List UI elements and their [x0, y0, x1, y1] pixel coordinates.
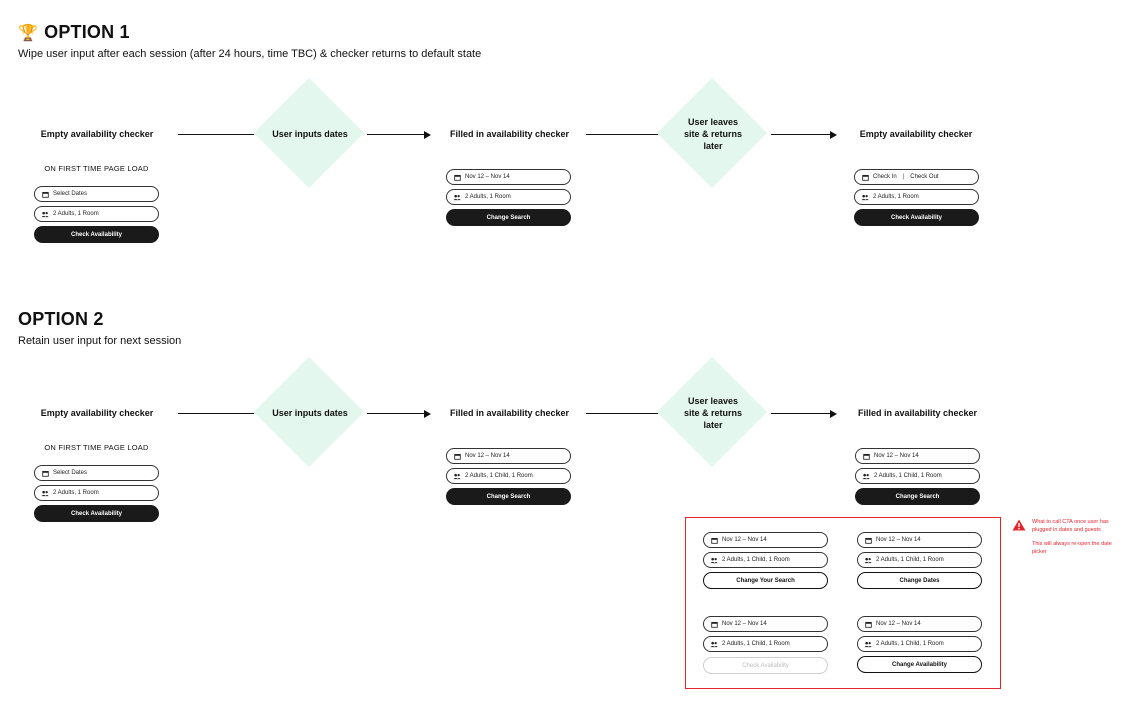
- guests-icon: [41, 210, 49, 218]
- option2-arrow-1: [367, 413, 429, 414]
- variant3-dates-field[interactable]: [703, 616, 828, 632]
- option1-node-start: Empty availability checker: [40, 129, 154, 139]
- variant3-check-availability-button-disabled[interactable]: Check Availability: [703, 657, 828, 674]
- calendar-icon: [710, 620, 718, 628]
- decision-label: User leaves site & returns later: [683, 396, 743, 430]
- option1-middle-change-search-button[interactable]: Change Search: [446, 209, 571, 226]
- option2-middle-guests-field[interactable]: [446, 468, 571, 484]
- option2-caption: ON FIRST TIME PAGE LOAD: [44, 443, 149, 452]
- calendar-icon: [41, 190, 49, 198]
- option1-title: OPTION 1: [44, 22, 130, 42]
- option2-arrow-2: [771, 413, 835, 414]
- option2-end-guests-field[interactable]: [855, 468, 980, 484]
- option2-start-guests-field[interactable]: [34, 485, 159, 501]
- dates-value: Nov 12 – Nov 14: [722, 537, 767, 543]
- variant4-guests-field[interactable]: [857, 636, 982, 652]
- variant1-change-your-search-button[interactable]: Change Your Search: [703, 572, 828, 589]
- dates-value: Nov 12 – Nov 14: [465, 453, 510, 459]
- option2-end-dates-field[interactable]: [855, 448, 980, 464]
- option2-node-start: Empty availability checker: [40, 408, 154, 418]
- decision-label: User leaves site & returns later: [683, 117, 743, 151]
- dates-value: Nov 12 – Nov 14: [876, 537, 921, 543]
- guests-value: 2 Adults, 1 Child, 1 Room: [722, 557, 790, 563]
- option1-arrow-2: [771, 134, 835, 135]
- guests-value: 2 Adults, 1 Room: [53, 490, 99, 496]
- calendar-icon: [861, 173, 869, 181]
- option1-subtitle: Wipe user input after each session (after 24 hours, time TBC) & checker returns to default state: [18, 48, 482, 60]
- check-out-value: Check Out: [910, 174, 939, 180]
- variant4-dates-field[interactable]: [857, 616, 982, 632]
- variant1-guests-field[interactable]: [703, 552, 828, 568]
- decision-label: User inputs dates: [272, 408, 348, 418]
- calendar-icon: [453, 452, 461, 460]
- guests-value: 2 Adults, 1 Child, 1 Room: [876, 557, 944, 563]
- variant4-change-availability-button[interactable]: Change Availability: [857, 656, 982, 673]
- calendar-icon: [41, 469, 49, 477]
- dates-value: Nov 12 – Nov 14: [722, 621, 767, 627]
- option1-heading: [18, 22, 130, 43]
- option2-decision-2: [658, 358, 768, 468]
- option1-start-guests-field[interactable]: [34, 206, 159, 222]
- decision-label: User inputs dates: [272, 129, 348, 139]
- calendar-icon: [864, 536, 872, 544]
- option1-end-check-availability-button[interactable]: Check Availability: [854, 209, 979, 226]
- option1-middle-guests-field[interactable]: [446, 189, 571, 205]
- dates-value: Nov 12 – Nov 14: [876, 621, 921, 627]
- guests-icon: [710, 640, 718, 648]
- option1-start-check-availability-button[interactable]: Check Availability: [34, 226, 159, 243]
- variant1-dates-field[interactable]: [703, 532, 828, 548]
- variant2-dates-field[interactable]: [857, 532, 982, 548]
- calendar-icon: [453, 173, 461, 181]
- option1-decision-1: [255, 79, 365, 189]
- option2-decision-1: [255, 358, 365, 468]
- option2-start-dates-field[interactable]: [34, 465, 159, 481]
- variant2-change-dates-button[interactable]: Change Dates: [857, 572, 982, 589]
- guests-value: 2 Adults, 1 Child, 1 Room: [874, 473, 942, 479]
- option1-node-middle: Filled in availability checker: [449, 129, 570, 139]
- guests-icon: [41, 489, 49, 497]
- option2-title: OPTION 2: [18, 309, 104, 329]
- option1-end-guests-field[interactable]: [854, 189, 979, 205]
- option2-middle-change-search-button[interactable]: Change Search: [446, 488, 571, 505]
- option2-connector-2: [586, 413, 658, 414]
- calendar-icon: [710, 536, 718, 544]
- guests-icon: [453, 193, 461, 201]
- option2-node-middle: Filled in availability checker: [449, 408, 570, 418]
- option1-start-dates-field[interactable]: [34, 186, 159, 202]
- dates-value: Select Dates: [53, 470, 88, 476]
- option2-start-check-availability-button[interactable]: Check Availability: [34, 505, 159, 522]
- divider: |: [902, 174, 905, 180]
- cta-naming-note: What to call CTA once user has plugged in dates and guests: [1032, 519, 1109, 533]
- variant2-guests-field[interactable]: [857, 552, 982, 568]
- option2-node-end: Filled in availability checker: [857, 408, 978, 418]
- guests-icon: [864, 556, 872, 564]
- guests-icon: [861, 193, 869, 201]
- option1-connector-2: [586, 134, 658, 135]
- guests-icon: [864, 640, 872, 648]
- guests-value: 2 Adults, 1 Child, 1 Room: [876, 641, 944, 647]
- warning-icon: [1012, 518, 1026, 536]
- guests-value: 2 Adults, 1 Child, 1 Room: [722, 641, 790, 647]
- variant3-guests-field[interactable]: [703, 636, 828, 652]
- option1-connector-1: [178, 134, 254, 135]
- dates-value: Select Dates: [53, 191, 88, 197]
- option1-middle-dates-field[interactable]: [446, 169, 571, 185]
- guests-icon: [710, 556, 718, 564]
- option2-middle-dates-field[interactable]: [446, 448, 571, 464]
- option1-caption: ON FIRST TIME PAGE LOAD: [44, 164, 149, 173]
- guests-value: 2 Adults, 1 Child, 1 Room: [465, 473, 533, 479]
- option2-end-change-search-button[interactable]: Change Search: [855, 488, 980, 505]
- option2-connector-1: [178, 413, 254, 414]
- option2-subtitle: Retain user input for next session: [18, 335, 182, 347]
- guests-icon: [862, 472, 870, 480]
- dates-value: Nov 12 – Nov 14: [465, 174, 510, 180]
- guests-icon: [453, 472, 461, 480]
- date-picker-note: This will always re-open the date picker: [1032, 541, 1112, 555]
- dates-value: Nov 12 – Nov 14: [874, 453, 919, 459]
- calendar-icon: [864, 620, 872, 628]
- trophy-icon: 🏆: [18, 24, 39, 42]
- guests-value: 2 Adults, 1 Room: [465, 194, 511, 200]
- guests-value: 2 Adults, 1 Room: [873, 194, 919, 200]
- check-in-value: Check In: [873, 174, 897, 180]
- option1-node-end: Empty availability checker: [859, 129, 973, 139]
- option1-end-dates-field[interactable]: [854, 169, 979, 185]
- guests-value: 2 Adults, 1 Room: [53, 211, 99, 217]
- option1-decision-2: [658, 79, 768, 189]
- option1-arrow-1: [367, 134, 429, 135]
- calendar-icon: [862, 452, 870, 460]
